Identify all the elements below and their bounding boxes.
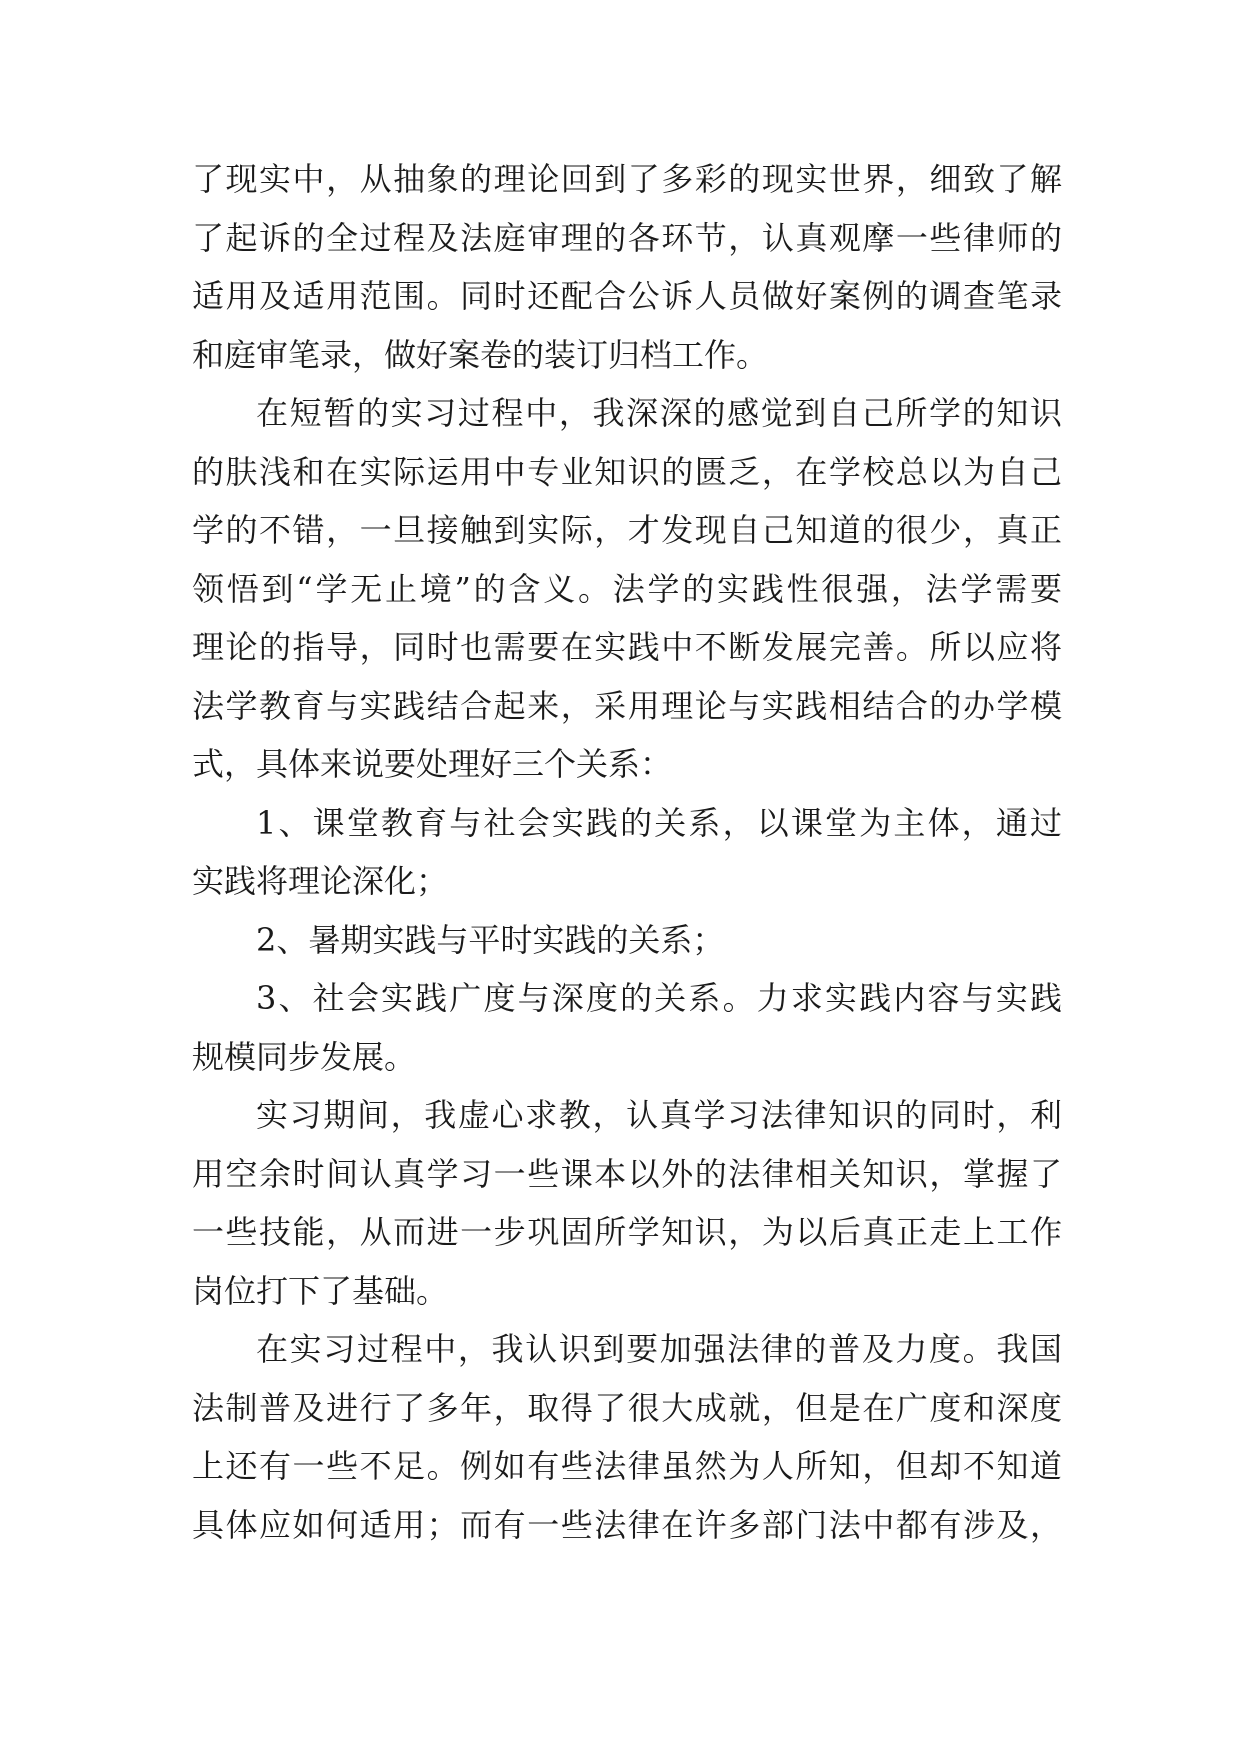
text-line: 法学教育与实践结合起来，采用理论与实践相结合的办学模 [192,686,1062,725]
text-line: 1、课堂教育与社会实践的关系，以课堂为主体，通过 [256,803,1062,842]
text-line: 了起诉的全过程及法庭审理的各环节，认真观摩一些律师的 [192,218,1062,257]
text-line: 学的不错，一旦接触到实际，才发现自己知道的很少，真正 [192,511,1062,549]
text-line: 3、社会实践广度与深度的关系。力求实践内容与实践 [256,979,1062,1017]
text-line: 上还有一些不足。例如有些法律虽然为人所知，但却不知道 [192,1447,1062,1485]
document-body [192,150,1062,1554]
text-line: 实践将理论深化； [192,862,449,900]
text-line: 适用及适用范围。同时还配合公诉人员做好案例的调查笔录 [192,277,1062,315]
text-line: 领悟到“学无止境”的含义。法学的实践性很强，法学需要 [192,569,1062,608]
text-line: 了现实中，从抽象的理论回到了多彩的现实世界，细致了解 [192,160,1062,198]
text-line: 法制普及进行了多年，取得了很大成就，但是在广度和深度 [192,1388,1062,1427]
text-line: 一些技能，从而进一步巩固所学知识，为以后真正走上工作 [192,1213,1062,1251]
text-line: 岗位打下了基础。 [192,1271,449,1310]
text-line: 用空余时间认真学习一些课本以外的法律相关知识，掌握了 [192,1154,1062,1193]
text-line: 2、暑期实践与平时实践的关系； [256,920,725,959]
text-line: 规模同步发展。 [192,1037,417,1076]
text-line: 式，具体来说要处理好三个关系： [192,745,673,783]
text-line: 和庭审笔录，做好案卷的装订归档工作。 [192,335,769,374]
text-line: 的肤浅和在实际运用中专业知识的匮乏，在学校总以为自己 [192,452,1062,491]
text-line: 具体应如何适用；而有一些法律在许多部门法中都有涉及， [192,1505,1062,1544]
text-line: 在实习过程中，我认识到要加强法律的普及力度。我国 [256,1330,1062,1368]
text-line: 理论的指导，同时也需要在实践中不断发展完善。所以应将 [192,628,1062,666]
text-line: 在短暂的实习过程中，我深深的感觉到自己所学的知识 [256,394,1062,432]
text-line: 实习期间，我虚心求教，认真学习法律知识的同时，利 [256,1096,1062,1134]
